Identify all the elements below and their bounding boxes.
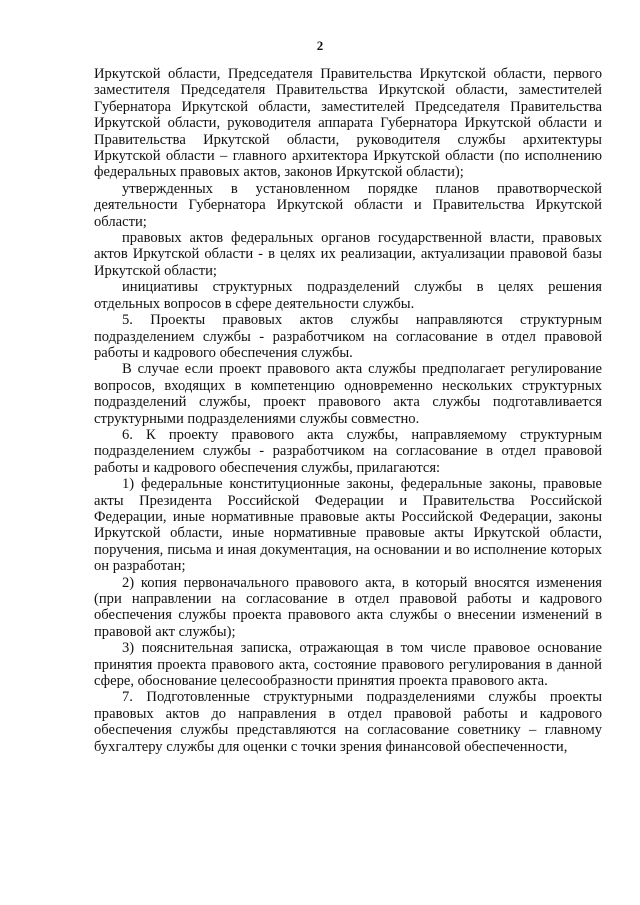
page-number: 2 <box>316 38 324 53</box>
paragraph-continuation: Иркутской области, Председателя Правительства Иркутской области, первого заместителя Председателя Правительства Иркутской области, заместителей Губернатора Иркутской области, заместителей Председателя Правительства Иркутской области, руководителя аппарата Губернатора Иркутской области и Правительства Иркутской области, руководителя службы архитектуры Иркутской области – главного архитектора Иркутской области (по исполнению федеральных правовых актов, законов Иркутской области); <box>94 66 602 181</box>
list-item-2: 2) копия первоначального правового акта, в который вносятся изменения (при направлении на согласование в отдел правовой работы и кадрового обеспечения службы проекта правового акта службы о внесении изменений в правовой акт службы); <box>94 574 602 640</box>
paragraph-plans: утвержденных в установленном порядке планов правотворческой деятельности Губернатора Иркутской области и Правительства Иркутской области; <box>94 180 602 230</box>
paragraph-joint-preparation: В случае если проект правового акта службы предполагает регулирование вопросов, входящих в компетенцию одновременно нескольких структурных подразделений службы, проект правового акта службы подготавливается структурными подразделениями службы совместно. <box>94 361 602 427</box>
paragraph-initiatives: инициативы структурных подразделений службы в целях решения отдельных вопросов в сфере деятельности службы. <box>94 279 602 312</box>
paragraph-item-5: 5. Проекты правовых актов службы направляются структурным подразделением службы - разработчиком на согласование в отдел правовой работы и кадрового обеспечения службы. <box>94 312 602 361</box>
list-item-3: 3) пояснительная записка, отражающая в том числе правовое основание принятия проекта правового акта, состояние правового регулирования в данной сфере, обоснование целесообразности принятия проекта правового акта. <box>94 640 602 690</box>
list-item-1: 1) федеральные конституционные законы, федеральные законы, правовые акты Президента Российской Федерации и Правительства Российской Федерации, иные нормативные правовые акты Российской Федерации, законы Иркутской области, иные нормативные правовые акты Иркутской области, поручения, письма и иная документация, на основании и во исполнение которых он разработан; <box>94 476 602 575</box>
paragraph-item-6: 6. К проекту правового акта службы, направляемому структурным подразделением службы - разработчиком на согласование в отдел правовой работы и кадрового обеспечения службы, прилагаются: <box>94 426 602 476</box>
document-body <box>94 66 602 755</box>
paragraph-item-7: 7. Подготовленные структурными подразделениями службы проекты правовых актов до направления в отдел правовой работы и кадрового обеспечения службы представляются на согласование советнику – главному бухгалтеру службы для оценки с точки зрения финансовой обеспеченности, <box>94 689 602 755</box>
paragraph-federal-acts: правовых актов федеральных органов государственной власти, правовых актов Иркутской области - в целях их реализации, актуализации правовой базы Иркутской области; <box>94 230 602 279</box>
